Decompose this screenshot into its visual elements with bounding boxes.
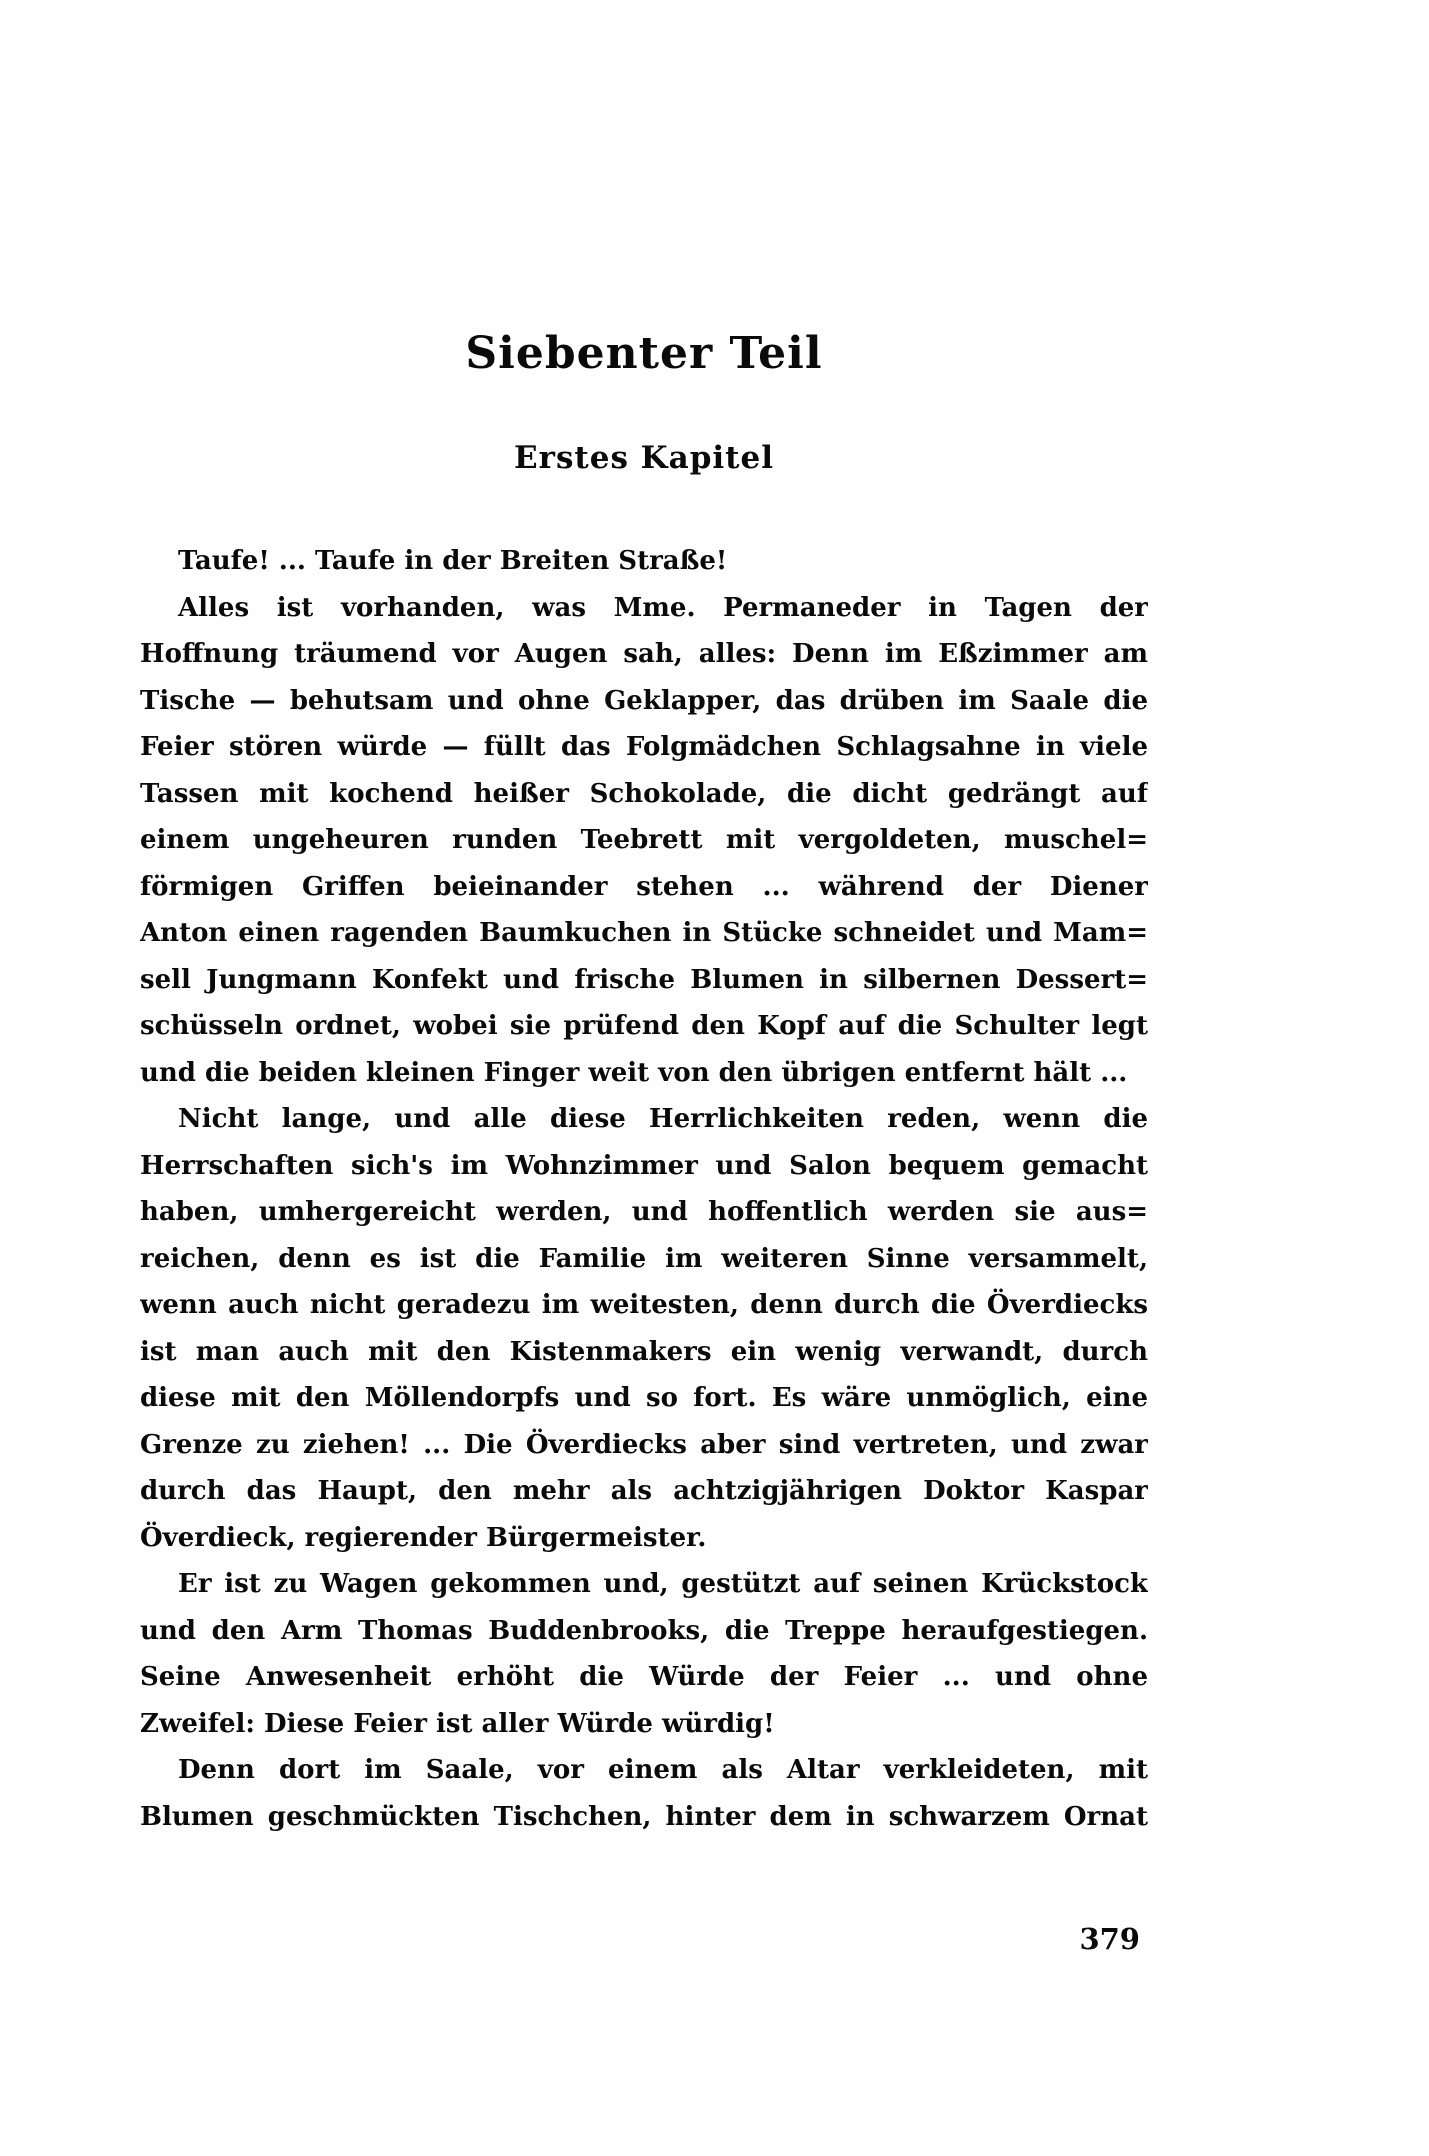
text-line: sell Jungmann Konfekt und frische Blumen in silbernen Dessert= <box>140 964 1148 995</box>
text-line: einem ungeheuren runden Teebrett mit vergoldeten, muschel= <box>140 825 1148 855</box>
text-line: Nicht lange, und alle diese Herrlichkeiten reden, wenn die <box>178 1104 1148 1134</box>
text-line: Hoffnung träumend vor Augen sah, alles: Denn im Eßzimmer am <box>140 639 1148 669</box>
body-text <box>140 538 1148 1840</box>
text-line: haben, umhergereicht werden, und hoffentlich werden sie aus= <box>140 1197 1148 1227</box>
paragraph <box>140 538 1148 585</box>
paragraph <box>140 1561 1148 1747</box>
text-line: Överdieck, regierender Bürgermeister. <box>140 1522 707 1553</box>
text-line: ist man auch mit den Kistenmakers ein wenig verwandt, durch <box>140 1336 1148 1367</box>
text-line: Blumen geschmückten Tischchen, hinter dem in schwarzem Ornat <box>140 1801 1148 1832</box>
text-line: Seine Anwesenheit erhöht die Würde der Feier ... und ohne <box>140 1662 1148 1692</box>
text-line: Taufe! ... Taufe in der Breiten Straße! <box>178 546 728 576</box>
text-line: schüsseln ordnet, wobei sie prüfend den Kopf auf die Schulter legt <box>140 1011 1148 1041</box>
text-line: Grenze zu ziehen! ... Die Överdiecks aber sind vertreten, und zwar <box>140 1429 1148 1460</box>
part-title: Siebenter Teil <box>465 328 823 379</box>
text-line: Zweifel: Diese Feier ist aller Würde würdig! <box>140 1708 775 1739</box>
text-line: Feier stören würde — füllt das Folgmädchen Schlagsahne in viele <box>140 732 1148 762</box>
text-line: Anton einen ragenden Baumkuchen in Stücke schneidet und Mam= <box>140 918 1148 948</box>
paragraph <box>140 1096 1148 1561</box>
text-line: Tassen mit kochend heißer Schokolade, die dicht gedrängt auf <box>140 778 1148 809</box>
text-line: förmigen Griffen beieinander stehen ... während der Diener <box>140 871 1148 902</box>
text-line: Denn dort im Saale, vor einem als Altar verkleideten, mit <box>178 1755 1148 1785</box>
text-line: Herrschaften sich's im Wohnzimmer und Salon bequem gemacht <box>140 1150 1148 1181</box>
paragraph <box>140 1747 1148 1840</box>
text-line: und die beiden kleinen Finger weit von den übrigen entfernt hält ... <box>140 1057 1128 1088</box>
text-line: durch das Haupt, den mehr als achtzigjährigen Doktor Kaspar <box>140 1476 1148 1506</box>
text-line: diese mit den Möllendorpfs und so fort. Es wäre unmöglich, eine <box>140 1383 1148 1413</box>
text-line: Alles ist vorhanden, was Mme. Permaneder in Tagen der <box>178 592 1148 623</box>
paragraph <box>140 585 1148 1097</box>
page-number: 379 <box>1079 1922 1140 1956</box>
text-line: und den Arm Thomas Buddenbrooks, die Treppe heraufgestiegen. <box>140 1615 1148 1646</box>
text-line: wenn auch nicht geradezu im weitesten, denn durch die Överdiecks <box>140 1290 1148 1320</box>
text-line: reichen, denn es ist die Familie im weiteren Sinne versammelt, <box>140 1243 1148 1274</box>
text-line: Er ist zu Wagen gekommen und, gestützt auf seinen Krückstock <box>178 1569 1148 1599</box>
chapter-title: Erstes Kapitel <box>513 440 774 476</box>
text-line: Tische — behutsam und ohne Geklapper, das drüben im Saale die <box>140 685 1148 716</box>
